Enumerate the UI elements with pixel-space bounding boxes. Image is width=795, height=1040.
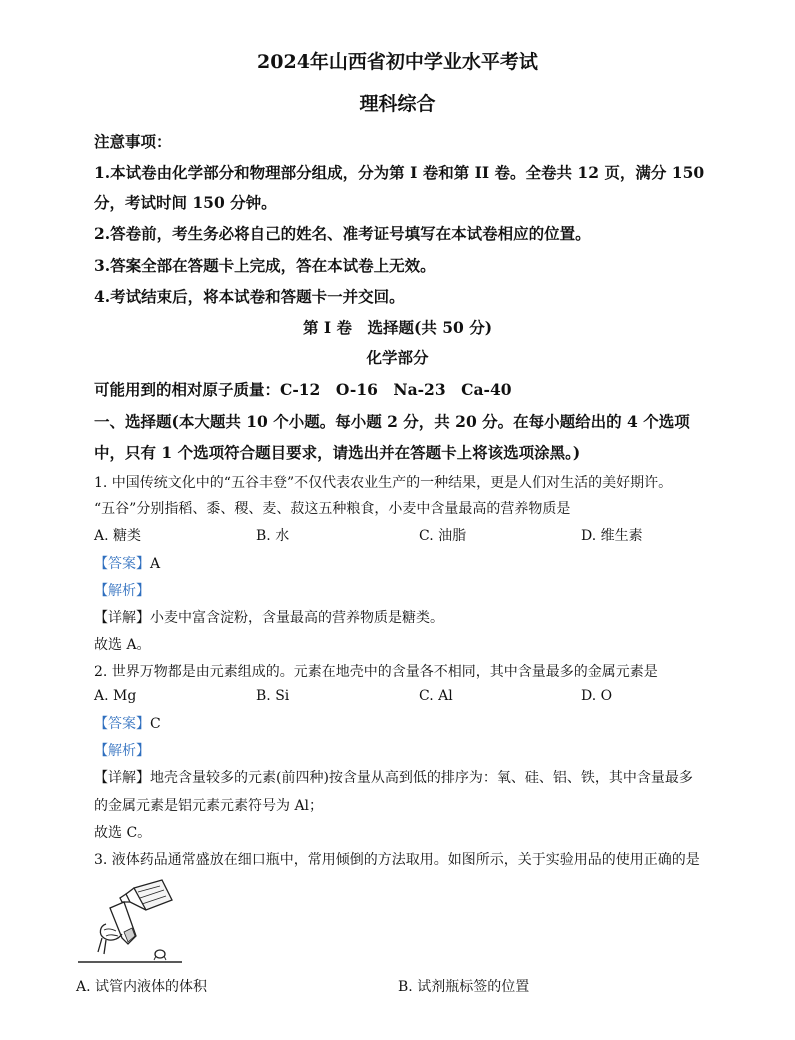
q1-detail-tag: 【详解】	[94, 610, 150, 626]
q2-option-a: A. Mg	[94, 688, 137, 704]
q1-conclusion: 故选 A。	[94, 637, 151, 653]
notice-item-4: 4.考试结束后，将本试卷和答题卡一并交回。	[94, 287, 405, 306]
notice-item-1-line-1: 1.本试卷由化学部分和物理部分组成，分为第 I 卷和第 II 卷。全卷共 12 页，满分 150	[94, 163, 705, 182]
q3-option-a: A. 试管内液体的体积	[76, 979, 208, 995]
q2-option-b: B. Si	[256, 688, 290, 704]
exam-subtitle: 理科综合	[359, 93, 436, 115]
q1-option-c: C. 油脂	[419, 528, 467, 544]
q2-detail-line-1: 地壳含量较多的元素(前四种)按含量从高到低的排序为：氧、硅、铝、铁，其中含量最多	[150, 770, 693, 786]
q2-option-c: C. Al	[419, 688, 453, 704]
q2-option-d: D. O	[581, 688, 613, 704]
q1-detail: 小麦中富含淀粉，含量最高的营养物质是糖类。	[150, 610, 444, 626]
q2-detail-line-2: 的金属元素是铝元素元素符号为 Al；	[94, 798, 324, 814]
q3-option-b: B. 试剂瓶标签的位置	[398, 979, 530, 995]
notice-item-1-line-2: 分，考试时间 150 分钟。	[94, 193, 277, 212]
q2-stem: 2. 世界万物都是由元素组成的。元素在地壳中的含量各不相同，其中含量最多的金属元素是	[94, 664, 658, 680]
part-title: 第 I 卷 选择题(共 50 分)	[302, 318, 493, 337]
q1-stem-line-1: 1. 中国传统文化中的“五谷丰登”不仅代表农业生产的一种结果，更是人们对生活的美好期许。	[94, 475, 673, 491]
q1-analysis-tag: 【解析】	[94, 583, 150, 599]
pouring-liquid-illustration	[76, 874, 186, 966]
atomic-masses: 可能用到的相对原子质量：C-12 O-16 Na-23 Ca-40	[94, 380, 512, 399]
q2-analysis-tag: 【解析】	[94, 743, 150, 759]
q3-stem: 3. 液体药品通常盛放在细口瓶中，常用倾倒的方法取用。如图所示，关于实验用品的使用正确的是	[94, 852, 700, 868]
q1-option-b: B. 水	[256, 528, 290, 544]
q2-answer-row	[94, 713, 161, 733]
q1-option-a: A. 糖类	[94, 528, 142, 544]
notice-item-3: 3.答案全部在答题卡上完成，答在本试卷上无效。	[94, 256, 436, 275]
instructions-line-2: 中，只有 1 个选项符合题目要求，请选出并在答题卡上将该选项涂黑。)	[94, 443, 581, 462]
q2-conclusion: 故选 C。	[94, 825, 152, 841]
q1-answer-tag: 【答案】	[94, 556, 150, 572]
notice-heading: 注意事项：	[94, 132, 172, 151]
instructions-line-1: 一、选择题(本大题共 10 个小题。每小题 2 分，共 20 分。在每小题给出的 4 个选项	[94, 412, 690, 431]
q1-answer-row	[94, 553, 160, 573]
q2-detail-tag: 【详解】	[94, 770, 150, 786]
q1-stem-line-2: “五谷”分别指稻、黍、稷、麦、菽这五种粮食，小麦中含量最高的营养物质是	[94, 501, 571, 517]
notice-item-2: 2.答卷前，考生务必将自己的姓名、准考证号填写在本试卷相应的位置。	[94, 224, 591, 243]
chemistry-section-title: 化学部分	[366, 348, 429, 367]
q2-answer-tag: 【答案】	[94, 716, 150, 732]
q2-detail-row-1	[94, 767, 693, 787]
q2-answer: C	[150, 716, 161, 732]
q1-option-d: D. 维生素	[581, 528, 643, 544]
q1-detail-row	[94, 607, 444, 627]
q1-answer: A	[150, 556, 161, 572]
exam-title: 2024年山西省初中学业水平考试	[257, 51, 538, 73]
